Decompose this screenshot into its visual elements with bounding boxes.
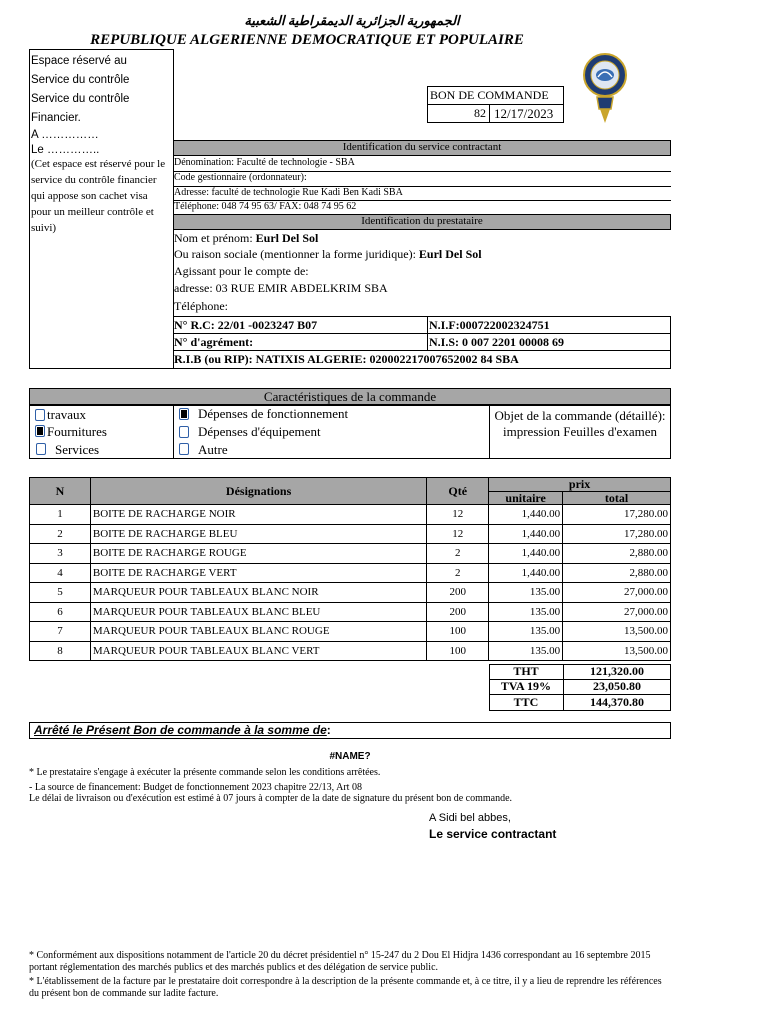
item-number: 1 <box>30 505 91 525</box>
checkbox-services[interactable] <box>36 443 46 455</box>
note-delay: Le délai de livraison ou d'exécution est estimé à 07 jours à compter de la date de signature du présent bon de commande. <box>29 793 513 804</box>
provider-acting: Agissant pour le compte de: <box>174 264 309 278</box>
service-denomination: Dénomination: Faculté de technologie - SBA <box>174 157 355 168</box>
item-unit-price: 1,440.00 <box>489 563 563 583</box>
provider-social: Ou raison sociale (mentionner la forme juridique): Eurl Del Sol <box>174 247 482 261</box>
control-line: Service du contrôle <box>31 93 130 105</box>
item-designation: BOITE DE RACHARGE VERT <box>90 563 426 583</box>
option-equipement-label: Dépenses d'équipement <box>198 424 321 439</box>
item-qty: 12 <box>427 505 489 525</box>
item-total: 17,280.00 <box>563 505 671 525</box>
total-label-ttc: TTC <box>513 695 539 709</box>
checkbox-fournitures[interactable] <box>35 425 45 437</box>
provider-rc: N° R.C: 22/01 -0023247 B07 <box>174 318 318 332</box>
item-qty: 200 <box>427 583 489 603</box>
provider-agrement: N° d'agrément: <box>174 335 254 349</box>
control-line: Espace réservé au <box>31 55 127 67</box>
item-total: 27,000.00 <box>563 583 671 603</box>
item-unit-price: 1,440.00 <box>489 505 563 525</box>
order-date: 12/17/2023 <box>494 106 554 121</box>
provider-rib: R.I.B (ou RIP): NATIXIS ALGERIE: 020002217007652002 84 SBA <box>174 352 519 366</box>
items-table <box>29 477 671 661</box>
provider-phone: Téléphone: <box>174 299 228 313</box>
university-logo-icon <box>581 53 629 127</box>
item-qty: 12 <box>427 524 489 544</box>
provider-name: Nom et prénom: Eurl Del Sol <box>174 231 319 245</box>
item-unit-price: 135.00 <box>489 602 563 622</box>
provider-nis: N.I.S: 0 007 2201 00008 69 <box>429 335 565 349</box>
item-number: 2 <box>30 524 91 544</box>
col-header-designation: Désignations <box>90 478 426 505</box>
order-object: Objet de la commande (détaillé): impression Feuilles d'examen <box>494 408 666 439</box>
service-code: Code gestionnaire (ordonnateur): <box>174 172 307 183</box>
item-designation: BOITE DE RACHARGE BLEU <box>90 524 426 544</box>
item-total: 17,280.00 <box>563 524 671 544</box>
checkbox-depenses-equipement[interactable] <box>179 426 189 438</box>
table-header-row <box>30 478 671 492</box>
control-line: A …………… <box>31 129 99 141</box>
table-row <box>30 544 671 564</box>
control-line: Le ………….. <box>31 144 100 156</box>
item-unit-price: 135.00 <box>489 641 563 661</box>
item-qty: 100 <box>427 641 489 661</box>
item-designation: BOITE DE RACHARGE ROUGE <box>90 544 426 564</box>
item-number: 7 <box>30 622 91 642</box>
service-section-title: Identification du service contractant <box>342 141 502 153</box>
signatory: Le service contractant <box>429 827 557 841</box>
col-header-unit: unitaire <box>489 491 563 505</box>
note-financing: - La source de financement: Budget de fonctionnement 2023 chapitre 22/13, Art 08 <box>29 782 362 793</box>
option-fournitures-label: Fournitures <box>47 424 107 439</box>
french-title: REPUBLIQUE ALGERIENNE DEMOCRATIQUE ET POPULAIRE <box>90 32 524 48</box>
item-number: 3 <box>30 544 91 564</box>
option-services-label: Services <box>55 442 100 457</box>
item-qty: 2 <box>427 544 489 564</box>
signature-place: A Sidi bel abbes, <box>429 812 511 824</box>
option-fonctionnement-label: Dépenses de fonctionnement <box>198 406 349 421</box>
item-designation: MARQUEUR POUR TABLEAUX BLANC NOIR <box>90 583 426 603</box>
provider-address: adresse: 03 RUE EMIR ABDELKRIM SBA <box>174 281 388 295</box>
characteristics-title: Caractéristiques de la commande <box>263 389 437 404</box>
item-qty: 200 <box>427 602 489 622</box>
col-header-qty: Qté <box>427 478 489 505</box>
item-unit-price: 1,440.00 <box>489 524 563 544</box>
item-designation: MARQUEUR POUR TABLEAUX BLANC VERT <box>90 641 426 661</box>
total-label-tva: TVA 19% <box>500 679 552 693</box>
table-row <box>30 563 671 583</box>
arabic-title: الجمهورية الجزائرية الديمقراطية الشعبية <box>244 13 460 28</box>
table-row <box>30 505 671 525</box>
total-value-tht: 121,320.00 <box>590 664 644 678</box>
item-total: 13,500.00 <box>563 622 671 642</box>
provider-section-title: Identification du prestataire <box>361 215 483 227</box>
col-header-price: prix <box>489 478 671 492</box>
item-designation: MARQUEUR POUR TABLEAUX BLANC BLEU <box>90 602 426 622</box>
legal-note-1: * Conformément aux dispositions notamment de l'article 20 du décret présidentiel n° 15-247 du 2 Dou El Hidjra 1436 correspondant au 16 septembre 2015 portant réglementation des marchés publics et des marchés publics et des délégation de service public. <box>29 950 651 973</box>
total-label-tht: THT <box>513 664 539 678</box>
provider-nif: N.I.F:000722002324751 <box>429 318 550 332</box>
legal-note-2: * L'établissement de la facture par le prestataire doit correspondre à la description de la présente commande et, à ce titre, il y a lieu de reprendre les références du présent bon de commande sur ladite facture. <box>29 976 662 999</box>
item-number: 6 <box>30 602 91 622</box>
table-row <box>30 602 671 622</box>
item-unit-price: 135.00 <box>489 583 563 603</box>
col-header-total: total <box>563 491 671 505</box>
checkbox-depenses-fonctionnement[interactable] <box>179 408 189 420</box>
item-total: 2,880.00 <box>563 563 671 583</box>
table-row <box>30 641 671 661</box>
checkbox-travaux[interactable] <box>35 409 45 421</box>
control-line: Financier. <box>31 112 81 124</box>
checkbox-autre[interactable] <box>179 443 189 455</box>
item-total: 2,880.00 <box>563 544 671 564</box>
item-number: 4 <box>30 563 91 583</box>
item-qty: 100 <box>427 622 489 642</box>
item-total: 27,000.00 <box>563 602 671 622</box>
item-qty: 2 <box>427 563 489 583</box>
control-space-note: (Cet espace est réservé pour le service du contrôle financier qui appose son cachet visa pour un meilleur contrôle et suivi) <box>31 158 166 234</box>
order-number: 82 <box>474 106 486 120</box>
amount-in-words: #NAME? <box>329 751 371 762</box>
item-total: 13,500.00 <box>563 641 671 661</box>
table-row <box>30 622 671 642</box>
item-designation: MARQUEUR POUR TABLEAUX BLANC ROUGE <box>90 622 426 642</box>
table-row <box>30 524 671 544</box>
control-line: Service du contrôle <box>31 74 130 86</box>
service-address: Adresse: faculté de technologie Rue Kadi Ben Kadi SBA <box>174 187 403 198</box>
table-row <box>30 583 671 603</box>
item-unit-price: 135.00 <box>489 622 563 642</box>
total-value-ttc: 144,370.80 <box>590 695 644 709</box>
item-number: 5 <box>30 583 91 603</box>
note-engagement: * Le prestataire s'engage à exécuter la présente commande selon les conditions arrêtées. <box>29 767 381 778</box>
item-number: 8 <box>30 641 91 661</box>
item-unit-price: 1,440.00 <box>489 544 563 564</box>
option-travaux-label: travaux <box>47 407 86 422</box>
control-space-lines <box>31 52 171 157</box>
order-title: BON DE COMMANDE <box>430 88 549 102</box>
option-autre-label: Autre <box>198 442 228 457</box>
service-phone: Téléphone: 048 74 95 63/ FAX: 048 74 95 62 <box>174 201 357 212</box>
item-designation: BOITE DE RACHARGE NOIR <box>90 505 426 525</box>
total-value-tva: 23,050.80 <box>593 679 641 693</box>
col-header-n: N <box>30 478 91 505</box>
arrete-text: Arrêté le Présent Bon de commande à la somme de: <box>34 723 331 737</box>
